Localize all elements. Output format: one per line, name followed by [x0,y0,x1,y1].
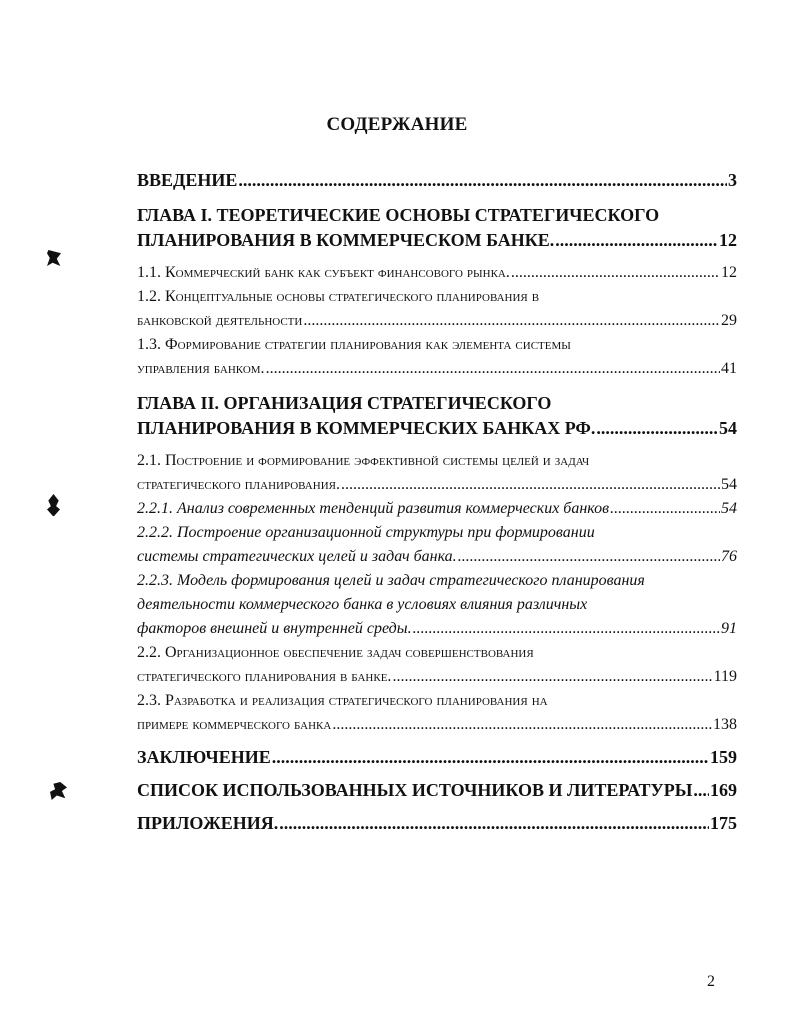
scan-artifact-mark [50,782,67,800]
toc-entry-appendices[interactable]: ПРИЛОЖЕНИЯ. ..... 175 [137,811,737,836]
toc-entry-1-1[interactable]: 1.1. Коммерческий банк как субъект финансового рынка. ..... 12 [137,261,737,285]
toc-entry-conclusion[interactable]: ЗАКЛЮЧЕНИЕ ..... 159 [137,745,737,770]
page-ref: 12 [721,264,737,281]
toc-entry-2-3[interactable]: 2.3. Разработка и реализация стратегического планирования на примере коммерческого банка ..... 138 [137,689,737,737]
toc-entry-1-2[interactable]: 1.2. Концептуальные основы стратегического планирования в банковской деятельности ..... 29 [137,285,737,333]
page-ref: 12 [719,230,737,250]
toc-entry-chapter-2[interactable]: ГЛАВА II. ОРГАНИЗАЦИЯ СТРАТЕГИЧЕСКОГО ПЛАНИРОВАНИЯ В КОММЕРЧЕСКИХ БАНКАХ РФ. ..... 54 [137,391,737,441]
page-ref: 54 [721,500,737,517]
page-ref: 159 [710,747,737,767]
toc-entry-chapter-1[interactable]: ГЛАВА I. ТЕОРЕТИЧЕСКИЕ ОСНОВЫ СТРАТЕГИЧЕСКОГО ПЛАНИРОВАНИЯ В КОММЕРЧЕСКОМ БАНКЕ. ..... 12 [137,203,737,253]
page-ref: 41 [721,360,737,377]
scan-artifact-mark [47,494,60,516]
toc-entry-references[interactable]: СПИСОК ИСПОЛЬЗОВАННЫХ ИСТОЧНИКОВ И ЛИТЕРАТУРЫ ..... 169 [137,778,737,803]
page-ref: 3 [728,170,737,190]
page-ref: 138 [713,716,737,733]
page-ref: 169 [710,780,737,800]
page-number: 2 [707,973,715,990]
toc-entry-2-2[interactable]: 2.2. Организационное обеспечение задач совершенствования стратегического планирования в банке. ..... 119 [137,641,737,689]
toc-entry-2-1[interactable]: 2.1. Построение и формирование эффективной системы целей и задач стратегического планирования. ..... 54 [137,449,737,497]
table-of-contents [137,168,737,836]
page-ref: 119 [713,668,737,685]
scan-artifact-mark [47,250,61,266]
page-ref: 29 [721,312,737,329]
toc-entry-2-2-3[interactable]: 2.2.3. Модель формирования целей и задач стратегического планирования деятельности коммерческого банка в условиях влияния различных факторов внешней и внутренней среды. ..... 91 [137,569,737,641]
page-ref: 54 [719,418,737,438]
toc-entry-1-3[interactable]: 1.3. Формирование стратегии планирования как элемента системы управления банком. ..... 41 [137,333,737,381]
page-ref: 54 [721,476,737,493]
page-ref: 175 [710,813,737,833]
toc-entry-intro[interactable]: ВВЕДЕНИЕ ..... 3 [137,168,737,193]
page-title: СОДЕРЖАНИЕ [326,114,468,135]
page-ref: 91 [721,620,737,637]
toc-entry-2-2-2[interactable]: 2.2.2. Построение организационной структуры при формировании системы стратегических целей и задач банка. ..... 76 [137,521,737,569]
page-ref: 76 [721,548,737,565]
toc-entry-2-2-1[interactable]: 2.2.1. Анализ современных тенденций развития коммерческих банков ..... 54 [137,497,737,521]
